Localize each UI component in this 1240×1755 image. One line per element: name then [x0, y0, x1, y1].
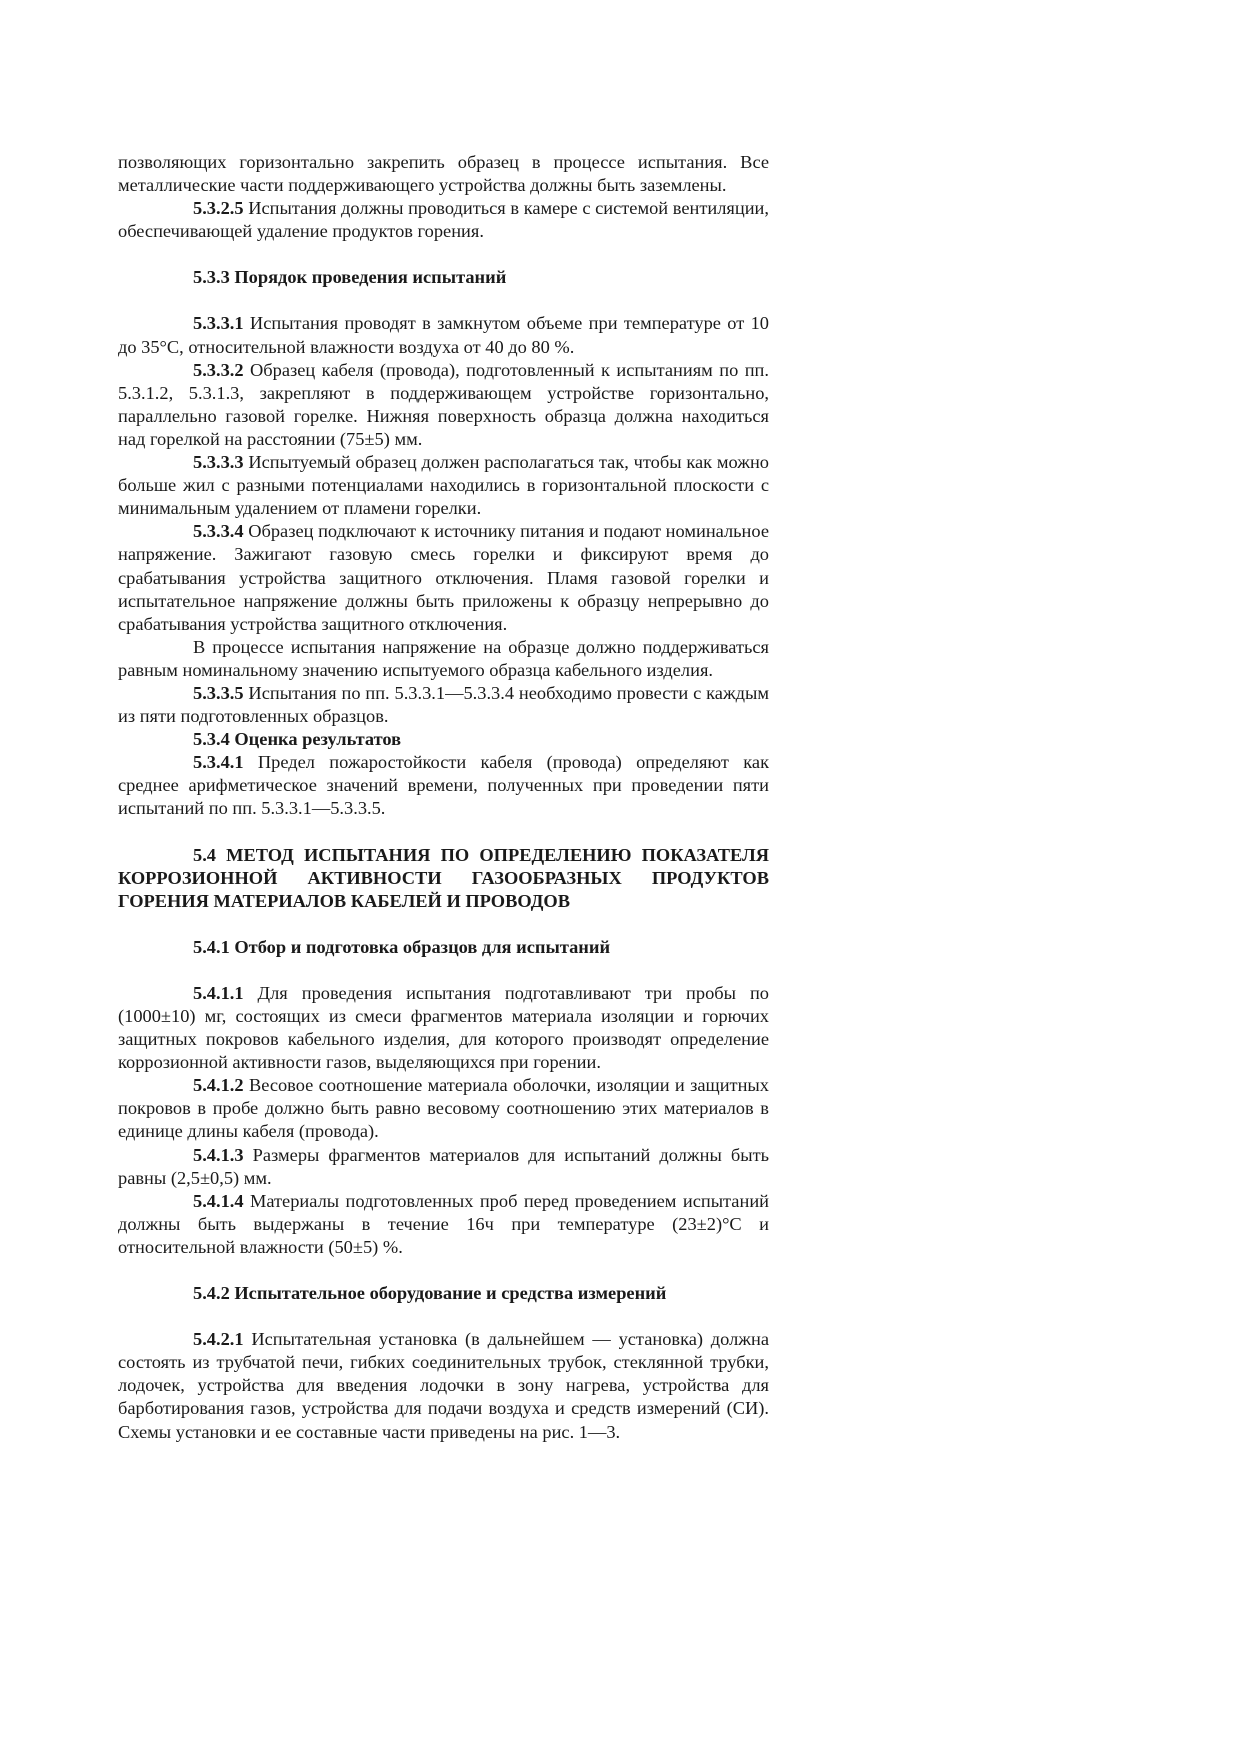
document-page — [118, 151, 769, 1444]
paragraph-5-4-1-3 — [118, 1144, 769, 1190]
paragraph-5-3-2-5 — [118, 197, 769, 243]
clause-text: Испытания проводят в замкнутом объеме при температуре от 10 до 35°С, относительной влажности воздуха от 40 до 80 %. — [118, 313, 769, 357]
paragraph-5-3-4-1 — [118, 751, 769, 820]
paragraph-5-4-1-1 — [118, 982, 769, 1074]
paragraph-5-3-3-1 — [118, 312, 769, 358]
clause-text: Для проведения испытания подготавливают три пробы по (1000±10) мг, состоящих из смеси фрагментов материала изоляции и горючих защитных покровов кабельного изделия, для которого производят определение коррозионной активности газов, выделяющихся при горении. — [118, 982, 769, 1073]
clause-text: Испытания по пп. 5.3.3.1—5.3.3.4 необходимо провести с каждым из пяти подготовленных образцов. — [118, 682, 769, 727]
clause-number: 5.4.2.1 — [193, 1329, 244, 1350]
heading-5-3-3: 5.3.3 Порядок проведения испытаний — [193, 267, 507, 288]
clause-number: 5.4.1.3 — [193, 1144, 244, 1165]
clause-number: 5.3.3.5 — [193, 682, 244, 703]
clause-text: Размеры фрагментов материалов для испытаний должны быть равны (2,5±0,5) мм. — [118, 1144, 769, 1188]
clause-number: 5.3.3.2 — [193, 359, 244, 380]
clause-text: Материалы подготовленных проб перед проведением испытаний должны быть выдержаны в течение 16ч при температуре (23±2)°С и относительной влажности (50±5) %. — [118, 1190, 769, 1257]
paragraph-5-4-1-2 — [118, 1074, 769, 1143]
clause-number: 5.4.1.1 — [193, 982, 244, 1003]
clause-number: 5.3.4.1 — [193, 752, 244, 773]
clause-number: 5.3.3.3 — [193, 452, 244, 473]
clause-text: Предел пожаростойкости кабеля (провода) определяют как среднее арифметическое значений времени, полученных при проведении пяти испытаний по пп. 5.3.3.1—5.3.3.5. — [118, 752, 769, 819]
paragraph-5-3-3-5 — [118, 682, 769, 728]
clause-text: Испытуемый образец должен располагаться так, чтобы как можно больше жил с разными потенциалами находились в горизонтальной плоскости с минимальным удалением от пламени горелки. — [118, 452, 769, 519]
paragraph-5-3-3-3 — [118, 451, 769, 520]
heading-5-4-2: 5.4.2 Испытательное оборудование и средства измерений — [193, 1283, 667, 1304]
clause-number: 5.3.3.1 — [193, 313, 244, 334]
clause-text: Испытания должны проводиться в камере с системой вентиляции, обеспечивающей удаление продуктов горения. — [118, 198, 769, 242]
paragraph-voltage-note: В процессе испытания напряжение на образце должно поддерживаться равным номинальному значению испытуемого образца кабельного изделия. — [118, 636, 769, 680]
clause-number: 5.3.2.5 — [193, 198, 244, 219]
paragraph-5-3-3-4 — [118, 520, 769, 635]
clause-text: Весовое соотношение материала оболочки, изоляции и защитных покровов в пробе должно быть равно весовому соотношению этих материалов в единице длины кабеля (провода). — [118, 1075, 769, 1142]
clause-number: 5.4.1.4 — [193, 1190, 244, 1211]
paragraph-continuation: позволяющих горизонтально закрепить образец в процессе испытания. Все металлические части поддерживающего устройства должны быть заземлены. — [118, 152, 769, 196]
paragraph-5-4-1-4 — [118, 1190, 769, 1259]
section-heading-5-4: 5.4 МЕТОД ИСПЫТАНИЯ ПО ОПРЕДЕЛЕНИЮ ПОКАЗАТЕЛЯ КОРРОЗИОННОЙ АКТИВНОСТИ ГАЗООБРАЗНЫХ ПРОДУКТОВ ГОРЕНИЯ МАТЕРИАЛОВ КАБЕЛЕЙ И ПРОВОДОВ — [118, 844, 769, 911]
paragraph-5-3-3-2 — [118, 359, 769, 451]
paragraph-5-4-2-1 — [118, 1328, 769, 1443]
clause-number: 5.3.3.4 — [193, 521, 244, 542]
heading-5-4-1: 5.4.1 Отбор и подготовка образцов для испытаний — [193, 936, 611, 957]
heading-5-3-4: 5.3.4 Оценка результатов — [193, 729, 402, 750]
clause-text: Образец кабеля (провода), подготовленный к испытаниям по пп. 5.3.1.2, 5.3.1.3, закрепляют в поддерживающем устройстве горизонтально, параллельно газовой горелке. Нижняя поверхность образца должна находиться над горелкой на расстоянии (75±5) мм. — [118, 359, 769, 449]
clause-text: Образец подключают к источнику питания и подают номинальное напряжение. Зажигают газовую смесь горелки и фиксируют время до срабатывания устройства защитного отключения. Пламя газовой горелки и испытательное напряжение должны быть приложены к образцу непрерывно до срабатывания устройства защитного отключения. — [118, 521, 769, 634]
clause-number: 5.4.1.2 — [193, 1075, 244, 1096]
clause-text: Испытательная установка (в дальнейшем — установка) должна состоять из трубчатой печи, гибких соединительных трубок, стеклянной трубки, лодочек, устройства для введения лодочки в зону нагрева, устройства для барботирования газов, устройства для подачи воздуха и средств измерений (СИ). Схемы установки и ее составные части приведены на рис. 1—3. — [118, 1329, 769, 1442]
